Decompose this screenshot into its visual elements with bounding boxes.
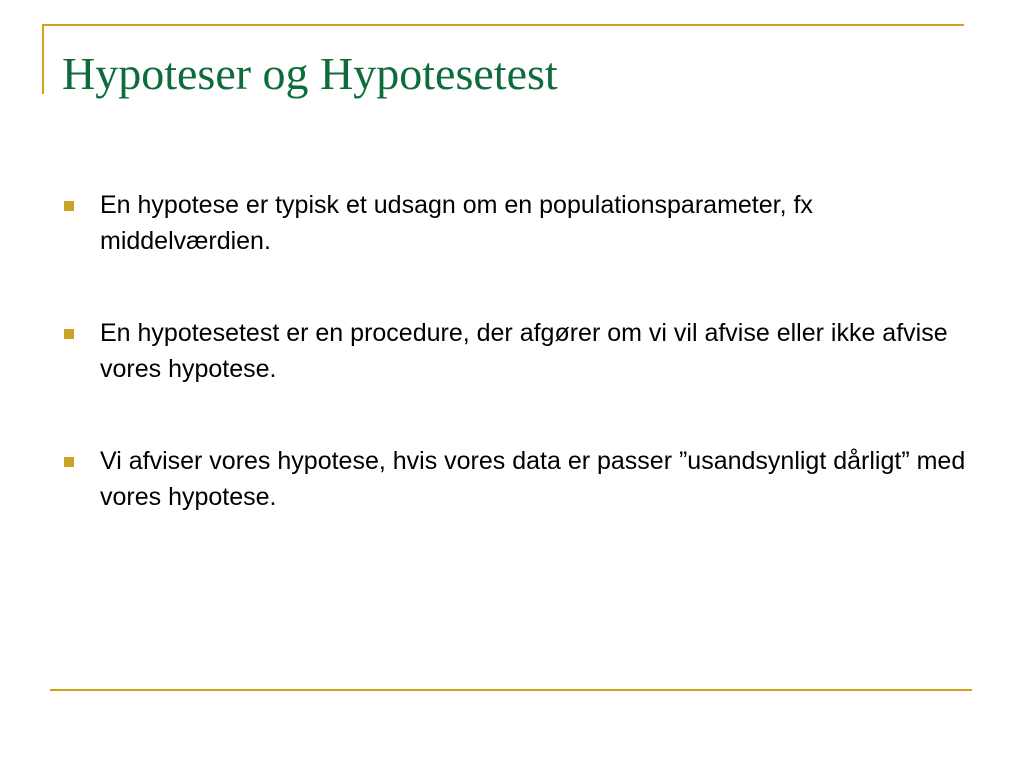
slide-title: Hypoteser og Hypotesetest [62, 48, 558, 99]
bullet-item [62, 315, 972, 387]
square-bullet-icon [64, 457, 74, 467]
bullet-item [62, 187, 972, 259]
bottom-divider-line [50, 689, 972, 691]
bullet-item [62, 443, 972, 515]
left-frame-line [42, 24, 44, 94]
square-bullet-icon [64, 329, 74, 339]
top-frame-line [42, 24, 964, 26]
bullet-text: Vi afviser vores hypotese, hvis vores data er passer ”usandsynligt dårligt” med vores hypotese. [100, 447, 966, 511]
bullet-text: En hypotese er typisk et udsagn om en populationsparameter, fx middelværdien. [100, 191, 813, 255]
bullet-list [62, 187, 972, 515]
bullet-text: En hypotesetest er en procedure, der afgører om vi vil afvise eller ikke afvise vores hypotese. [100, 319, 948, 383]
square-bullet-icon [64, 201, 74, 211]
